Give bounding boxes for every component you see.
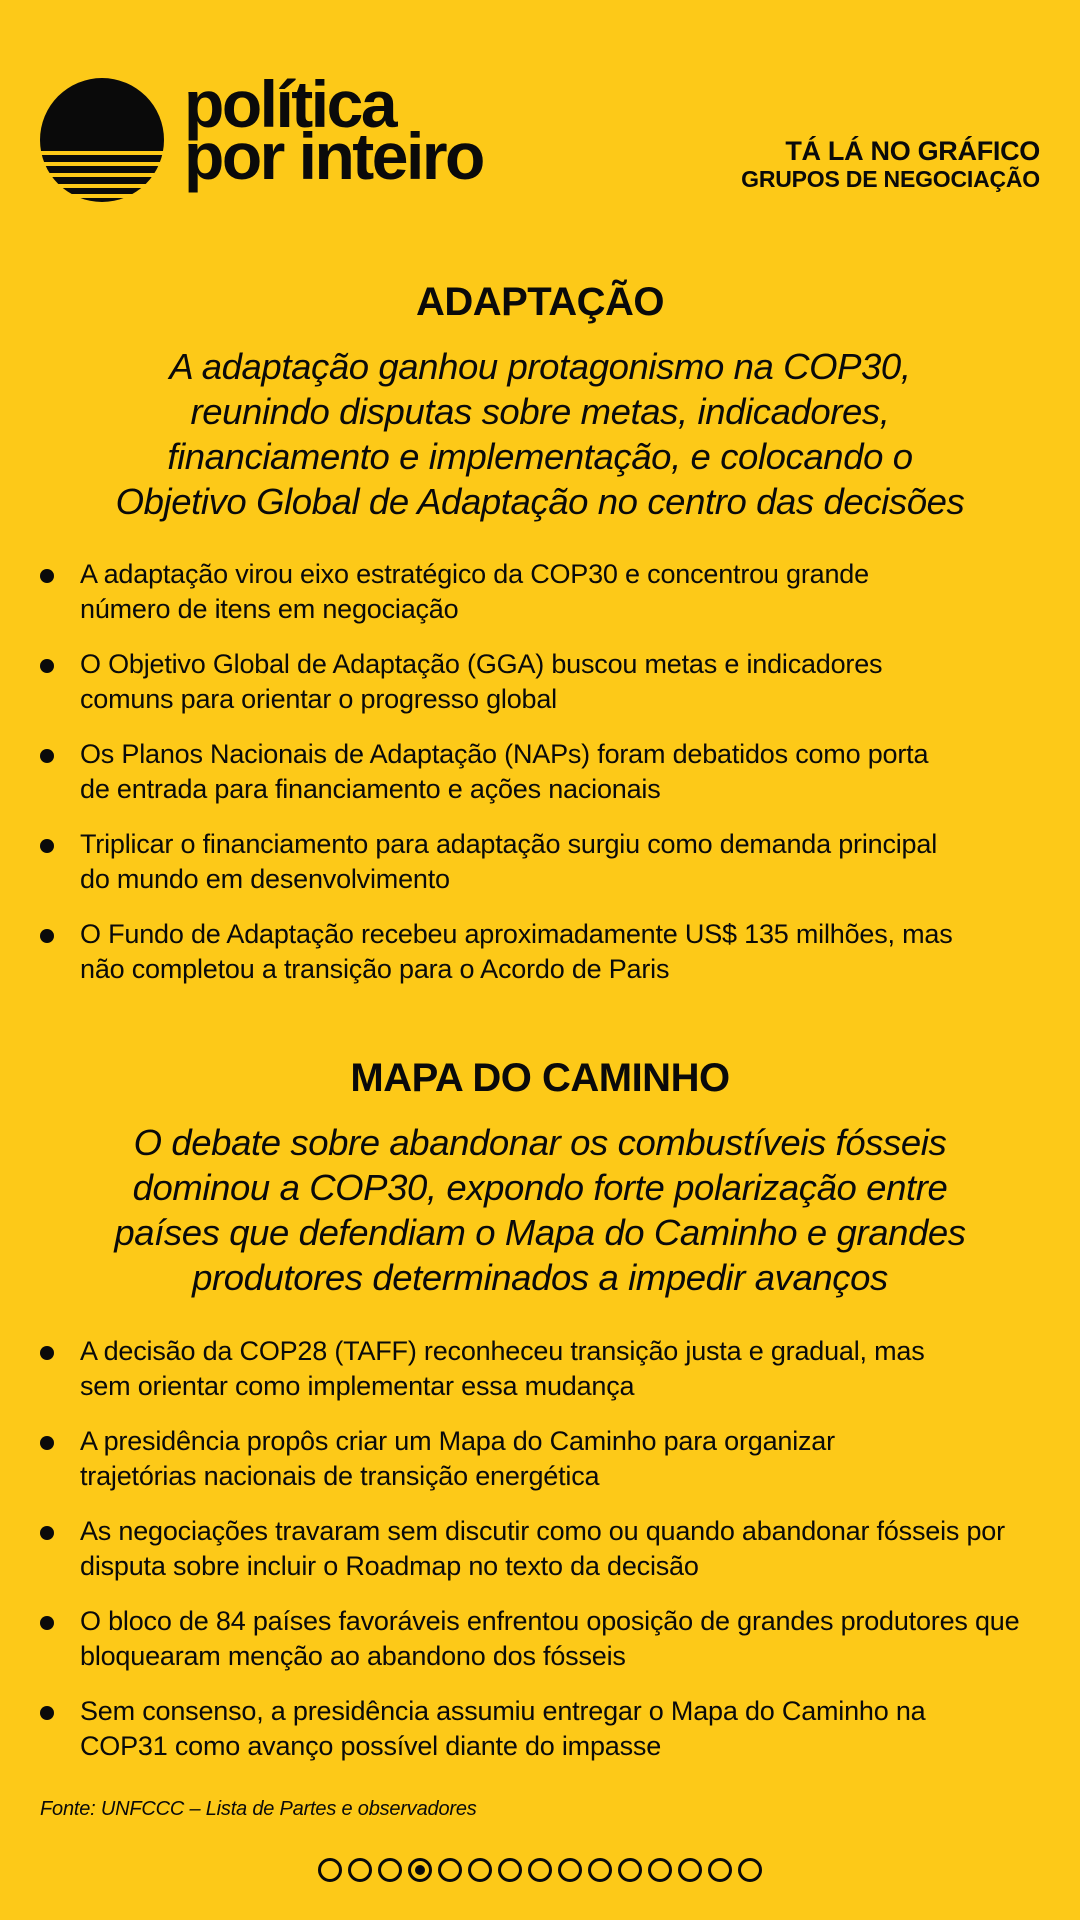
list-item: O Objetivo Global de Adaptação (GGA) buscou metas e indicadores comuns para orientar o progresso global	[40, 647, 960, 717]
bullet-list-mapa-do-caminho	[40, 1334, 1040, 1784]
sunset-logo-icon	[40, 78, 164, 202]
page-dot-1[interactable]	[318, 1858, 342, 1882]
lead-line: Objetivo Global de Adaptação no centro das decisões	[115, 481, 965, 522]
lead-line: reunindo disputas sobre metas, indicadores,	[190, 391, 890, 432]
lead-line: financiamento e implementação, e colocando o	[167, 436, 913, 477]
list-item: Sem consenso, a presidência assumiu entregar o Mapa do Caminho na COP31 como avanço possível diante do impasse	[40, 1694, 980, 1764]
section-title-adaptacao: ADAPTAÇÃO	[415, 280, 665, 324]
lead-line: países que defendiam o Mapa do Caminho e grandes	[114, 1212, 966, 1253]
bullet-icon	[40, 569, 54, 583]
source-note: Fonte: UNFCCC – Lista de Partes e observadores	[40, 1798, 477, 1820]
bullet-icon	[40, 929, 54, 943]
page-dot-11[interactable]	[618, 1858, 642, 1882]
page-dot-13[interactable]	[678, 1858, 702, 1882]
bullet-icon	[40, 1436, 54, 1450]
list-item: A presidência propôs criar um Mapa do Caminho para organizar trajetórias nacionais de transição energética	[40, 1424, 940, 1494]
page-dot-8[interactable]	[528, 1858, 552, 1882]
brand-name-line1: política	[184, 67, 396, 141]
list-item: A decisão da COP28 (TAFF) reconheceu transição justa e gradual, mas sem orientar como implementar essa mudança	[40, 1334, 980, 1404]
section-lead-adaptacao	[40, 344, 1040, 524]
list-item: As negociações travaram sem discutir como ou quando abandonar fósseis por disputa sobre incluir o Roadmap no texto da decisão	[40, 1514, 1040, 1584]
lead-line: O debate sobre abandonar os combustíveis fósseis	[133, 1122, 947, 1163]
bullet-icon	[40, 659, 54, 673]
page-dot-15[interactable]	[738, 1858, 762, 1882]
page-dot-2[interactable]	[348, 1858, 372, 1882]
page-dot-12[interactable]	[648, 1858, 672, 1882]
page-dot-9[interactable]	[558, 1858, 582, 1882]
header	[0, 0, 1080, 230]
page-dot-14[interactable]	[708, 1858, 732, 1882]
page-dot-10[interactable]	[588, 1858, 612, 1882]
bullet-icon	[40, 839, 54, 853]
list-item: O Fundo de Adaptação recebeu aproximadamente US$ 135 milhões, mas não completou a transição para o Acordo de Paris	[40, 917, 960, 987]
page-dot-7[interactable]	[498, 1858, 522, 1882]
section-lead-mapa-do-caminho	[40, 1120, 1040, 1300]
page-dot-3[interactable]	[378, 1858, 402, 1882]
bullet-icon	[40, 749, 54, 763]
bullet-icon	[40, 1706, 54, 1720]
page-dot-6[interactable]	[468, 1858, 492, 1882]
list-item: Triplicar o financiamento para adaptação surgiu como demanda principal do mundo em desenvolvimento	[40, 827, 960, 897]
kicker-topic: GRUPOS DE NEGOCIAÇÃO	[741, 166, 1040, 192]
bullet-icon	[40, 1526, 54, 1540]
kicker	[741, 136, 1040, 192]
list-item: A adaptação virou eixo estratégico da COP30 e concentrou grande número de itens em negociação	[40, 557, 960, 627]
kicker-series: TÁ LÁ NO GRÁFICO	[785, 136, 1040, 166]
carousel-pagination	[0, 1858, 1080, 1882]
brand-wordmark	[184, 67, 483, 193]
list-item: O bloco de 84 países favoráveis enfrentou oposição de grandes produtores que bloquearam menção ao abandono dos fósseis	[40, 1604, 1040, 1674]
bullet-icon	[40, 1616, 54, 1630]
list-item: Os Planos Nacionais de Adaptação (NAPs) foram debatidos como porta de entrada para financiamento e ações nacionais	[40, 737, 960, 807]
page-dot-4-active[interactable]	[408, 1858, 432, 1882]
section-title-mapa-do-caminho: MAPA DO CAMINHO	[350, 1056, 730, 1100]
page-dot-5[interactable]	[438, 1858, 462, 1882]
lead-line: A adaptação ganhou protagonismo na COP30,	[169, 346, 911, 387]
bullet-list-adaptacao	[40, 557, 960, 1007]
bullet-icon	[40, 1346, 54, 1360]
brand-name-line2: por inteiro	[184, 119, 483, 193]
lead-line: dominou a COP30, expondo forte polarização entre	[132, 1167, 948, 1208]
lead-line: produtores determinados a impedir avanços	[192, 1257, 888, 1298]
